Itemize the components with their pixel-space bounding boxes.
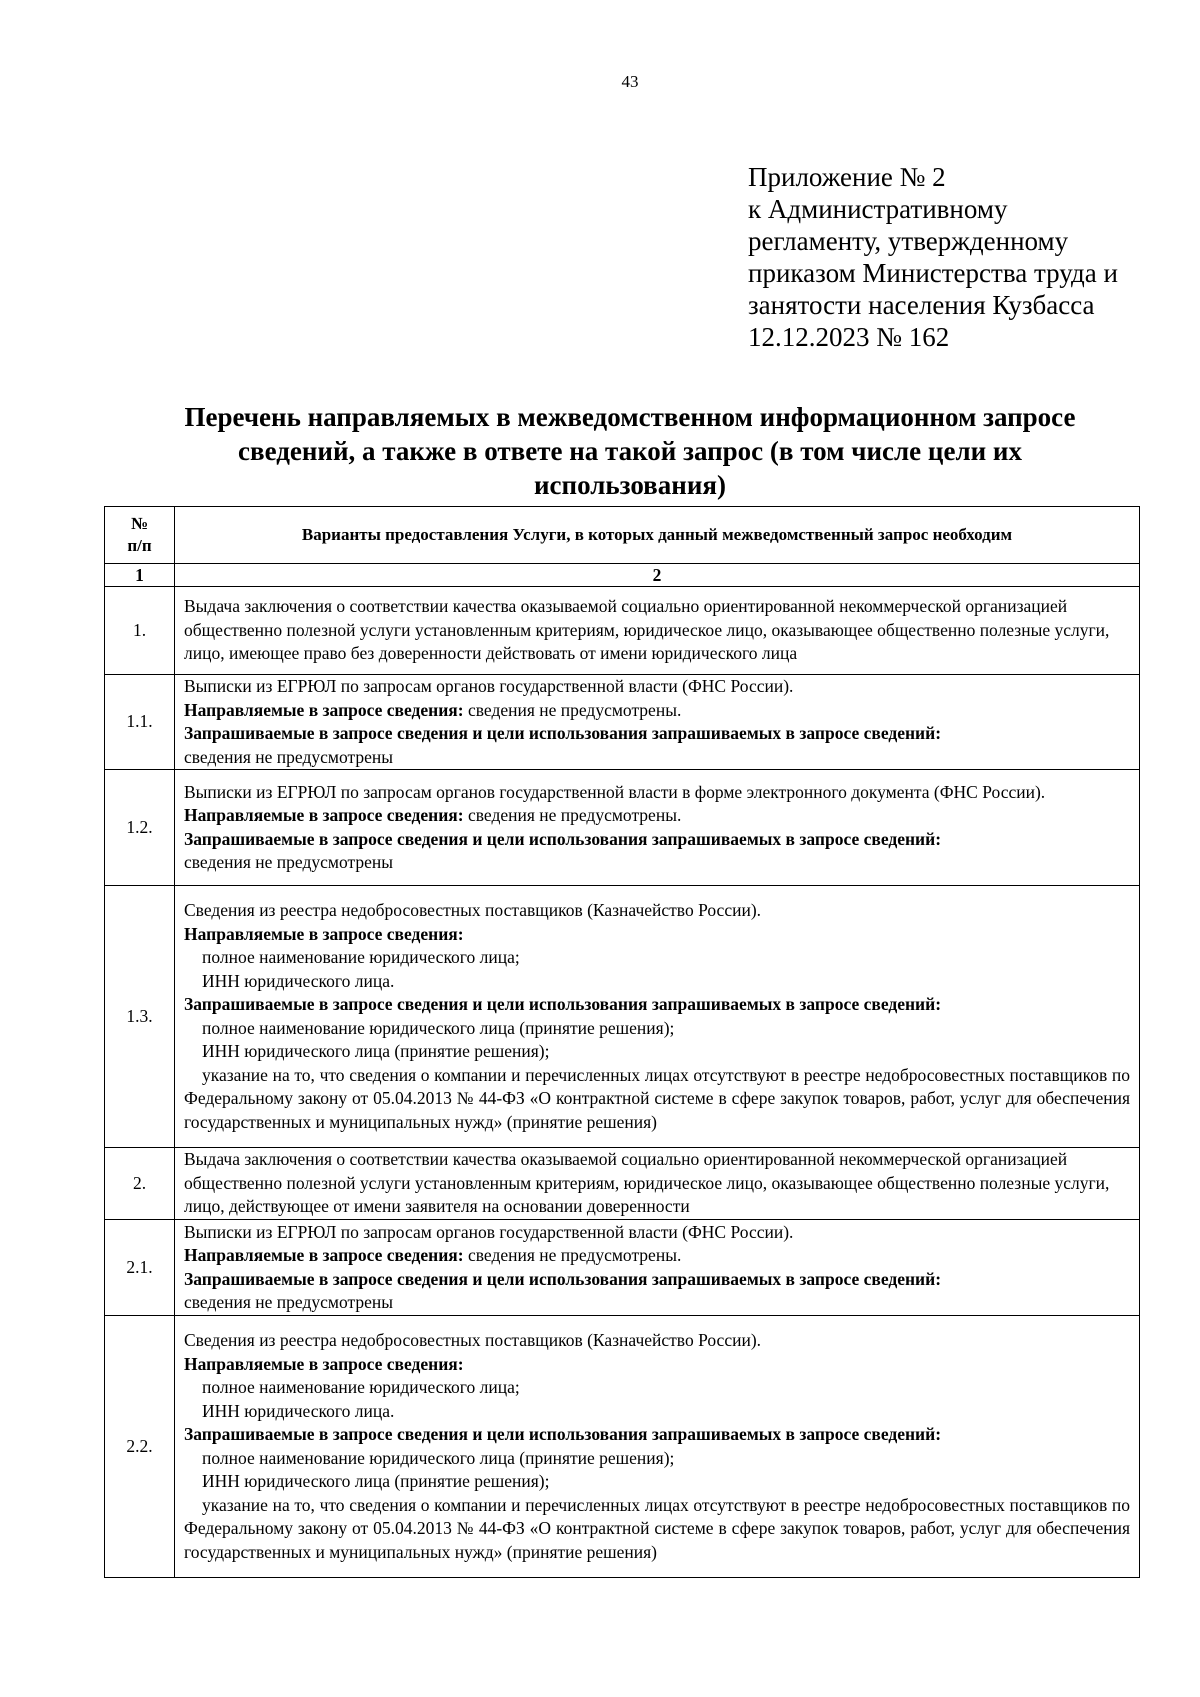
row-content	[175, 770, 1140, 886]
requested-label: Запрашиваемые в запросе сведения и цели использования запрашиваемых в запросе сведений:	[184, 828, 942, 849]
requested-note: указание на то, что сведения о компании и перечисленных лицах отсутствуют в реестре недобросовестных поставщиков по Федеральному закону от 05.04.2013 № 44-ФЗ «О контрактной системе в сфере закупок товаров, работ, услуг для обеспечения государственных и муниципальных нужд» (принятие решения)	[184, 1494, 1130, 1562]
requested-label: Запрашиваемые в запросе сведения и цели использования запрашиваемых в запросе сведений:	[184, 723, 942, 743]
table-row	[105, 675, 1140, 770]
appendix-line: Приложение № 2	[748, 162, 946, 192]
sent-label: Направляемые в запросе сведения:	[184, 699, 464, 720]
row-number: 1.2.	[105, 770, 175, 886]
row-sent	[184, 699, 1130, 723]
sent-item: полное наименование юридического лица;	[202, 947, 520, 967]
sent-item: ИНН юридического лица.	[202, 1400, 395, 1421]
requested-item: полное наименование юридического лица (принятие решения);	[202, 1017, 675, 1038]
sent-label: Направляемые в запросе сведения:	[184, 923, 464, 944]
requested-label: Запрашиваемые в запросе сведения и цели использования запрашиваемых в запросе сведений:	[184, 1268, 942, 1289]
row-source: Выписки из ЕГРЮЛ по запросам органов государственной власти (ФНС России).	[184, 676, 794, 696]
page-number: 43	[621, 72, 639, 91]
column-index-row	[105, 564, 1140, 587]
sent-item: полное наименование юридического лица;	[202, 1377, 520, 1397]
requested-note: указание на то, что сведения о компании и перечисленных лицах отсутствуют в реестре недобросовестных поставщиков по Федеральному закону от 05.04.2013 № 44-ФЗ «О контрактной системе в сфере закупок товаров, работ, услуг для обеспечения государственных и муниципальных нужд» (принятие решения)	[184, 1064, 1130, 1132]
appendix-line: регламенту, утвержденному	[748, 226, 1069, 256]
appendix-line: приказом Министерства труда и	[748, 258, 1118, 288]
table-row	[105, 587, 1140, 675]
sent-value: сведения не предусмотрены.	[467, 699, 682, 720]
row-sent	[184, 804, 1130, 828]
row-content	[175, 886, 1140, 1148]
table-header-row	[105, 507, 1140, 564]
row-source: Выписки из ЕГРЮЛ по запросам органов государственной власти в форме электронного документа (ФНС России).	[184, 781, 1046, 802]
header-number	[105, 507, 175, 564]
requested-item: ИНН юридического лица (принятие решения);	[202, 1041, 550, 1061]
table-row	[105, 1220, 1140, 1316]
title-line: сведений, а также в ответе на такой запрос (в том числе цели их	[238, 436, 1022, 466]
table-row	[105, 886, 1140, 1148]
requested-item: ИНН юридического лица (принятие решения);	[202, 1471, 550, 1491]
title-line: Перечень направляемых в межведомственном информационном запросе	[184, 402, 1076, 432]
row-text: Выдача заключения о соответствии качества оказываемой социально ориентированной некоммерческой организацией общественно полезной услуги установленным критериям, юридическое лицо, оказывающее общественно полезные услуги, лицо, имеющее право без доверенности действовать от имени юридического лица	[175, 587, 1140, 675]
row-source: Выписки из ЕГРЮЛ по запросам органов государственной власти (ФНС России).	[184, 1221, 794, 1242]
row-source: Сведения из реестра недобросовестных поставщиков (Казначейство России).	[184, 900, 762, 920]
requested-value: сведения не предусмотрены	[184, 852, 393, 872]
sent-value: сведения не предусмотрены.	[467, 1245, 682, 1265]
sent-label: Направляемые в запросе сведения:	[184, 1353, 464, 1374]
column-index-2: 2	[175, 564, 1140, 587]
row-text: Выдача заключения о соответствии качества оказываемой социально ориентированной некоммерческой организацией общественно полезной услуги установленным критериям, юридическое лицо, оказывающее общественно полезные услуги, лицо, действующее от имени заявителя на основании доверенности	[175, 1148, 1140, 1220]
requested-label: Запрашиваемые в запросе сведения и цели использования запрашиваемых в запросе сведений:	[184, 994, 942, 1014]
row-number: 1.3.	[105, 886, 175, 1148]
header-number-line: п/п	[127, 536, 152, 555]
row-source: Сведения из реестра недобросовестных поставщиков (Казначейство России).	[184, 1330, 762, 1350]
sent-value: сведения не предусмотрены.	[467, 805, 682, 825]
sent-label: Направляемые в запросе сведения:	[184, 805, 464, 825]
requests-table	[104, 506, 1140, 1578]
row-content	[175, 675, 1140, 770]
table-row	[105, 1148, 1140, 1220]
table-row	[105, 770, 1140, 886]
row-number: 2.2.	[105, 1316, 175, 1578]
row-number: 1.	[105, 587, 175, 675]
requested-value: сведения не предусмотрены	[184, 1292, 393, 1312]
appendix-line: 12.12.2023 № 162	[748, 322, 950, 352]
sent-item: ИНН юридического лица.	[202, 970, 395, 991]
requested-value: сведения не предусмотрены	[184, 746, 393, 767]
row-number: 2.	[105, 1148, 175, 1220]
appendix-line: занятости населения Кузбасса	[748, 290, 1095, 320]
column-index-1: 1	[105, 564, 175, 587]
appendix-block	[748, 161, 1168, 353]
row-content	[175, 1316, 1140, 1578]
row-content	[175, 1220, 1140, 1316]
header-number-line: №	[130, 514, 149, 533]
row-sent	[184, 1244, 1130, 1268]
appendix-line: к Административному	[748, 194, 1008, 224]
requested-item: полное наименование юридического лица (принятие решения);	[202, 1447, 675, 1468]
requested-label: Запрашиваемые в запросе сведения и цели использования запрашиваемых в запросе сведений:	[184, 1424, 942, 1444]
table-row	[105, 1316, 1140, 1578]
document-title	[100, 400, 1160, 502]
title-line: использования)	[534, 470, 726, 500]
row-number: 2.1.	[105, 1220, 175, 1316]
sent-label: Направляемые в запросе сведения:	[184, 1245, 464, 1265]
header-variants: Варианты предоставления Услуги, в которых данный межведомственный запрос необходим	[175, 507, 1140, 564]
row-number: 1.1.	[105, 675, 175, 770]
